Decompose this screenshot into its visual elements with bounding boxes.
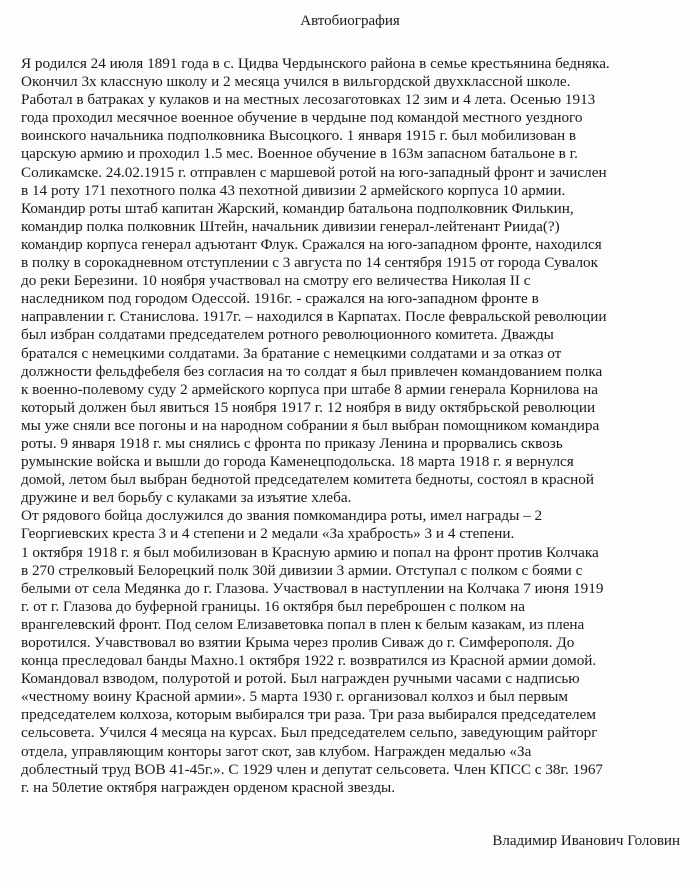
text-line: в полку в сорокадневном отступлении с 3 августа по 14 сентября 1915 от города Сувалок — [21, 254, 599, 272]
text-line: командир корпуса генерал адъютант Флук. Сражался на юго-западном фронте, находился — [21, 235, 602, 253]
text-line: врангелевский фронт. Под селом Елизаветовка попал в плен к белым казакам, из плена — [21, 615, 585, 633]
text-line: был избран солдатами председателем ротного революционного комитета. Дважды — [21, 326, 554, 344]
text-line: Соликамске. 24.02.1915 г. отправлен с маршевой ротой на юго-западный фронт и зачислен — [21, 163, 607, 181]
text-line: царскую армию и проходил 1.5 мес. Военное обучение в 163м запасном батальоне в г. — [21, 145, 578, 163]
text-line: воротился. Учавствовал во взятии Крыма через пролив Сиваж до г. Симферополя. До — [21, 634, 575, 651]
text-line: братался с немецкими солдатами. За братание с немецкими солдатами и за отказ от — [21, 344, 562, 362]
signature: Владимир Иванович Головин — [492, 833, 680, 849]
text-line: в 14 роту 171 пехотного полка 43 пехотной дивизии 2 армейского корпуса 10 армии. — [21, 181, 566, 199]
text-line: г. на 50летие октября награжден орденом красной звезды. — [21, 778, 396, 796]
text-line: «честному воину Красной армии». 5 марта 1930 г. организовал колхоз и был первым — [21, 688, 568, 706]
document-title: Автобиография — [300, 13, 400, 29]
text-line: Окончил 3х классную школу и 2 месяца учился в вильгордской двухклассной школе. — [21, 73, 571, 91]
text-line: к военно-полевому суду 2 армейского корпуса при штабе 8 армии генерала Корнилова на — [21, 380, 599, 398]
text-line: 1 октября 1918 г. я был мобилизован в Красную армию и попал на фронт против Колчака — [21, 543, 599, 561]
text-line: направлении г. Станислова. 1917г. – находился в Карпатах. После февральской революции — [21, 308, 607, 326]
text-line: Георгиевских креста 3 и 4 степени и 2 медали «За храбрость» 3 и 4 степени. — [21, 525, 515, 543]
text-line: наследником под городом Одессой. 1916г. - сражался на юго-западном фронте в — [21, 290, 539, 308]
text-line: Командир роты штаб капитан Жарский, командир батальона подполковник Филькин, — [21, 199, 574, 217]
text-line: румынские войска и вышли до города Каменецподольска. 18 марта 1918 г. я вернулся — [21, 453, 574, 471]
text-line: сельсовета. Учился 4 месяца на курсах. Был председателем сельпо, заведующим райторг — [21, 724, 598, 742]
text-line: должности фельдфебеля без согласия на то солдат я был привлечен командованием полка — [21, 362, 603, 380]
text-line: отдела, управляющим конторы загот скот, зав клубом. Награжден медалью «За — [21, 742, 532, 760]
text-line: Командовал взводом, полуротой и ротой. Был награжден ручными часами с надписью — [21, 670, 580, 688]
text-line: г. от г. Глазова до буферной границы. 16 октября был переброшен с полком на — [21, 597, 525, 615]
text-line: Я родился 24 июля 1891 года в с. Цидва Чердынского района в семье крестьянина бедняка. — [21, 55, 610, 72]
text-line: конца преследовал банды Махно.1 октября 1922 г. возвратился из Красной армии домой. — [21, 652, 597, 670]
text-line: доблестный труд ВОВ 41-45г.». С 1929 член и депутат сельсовета. Член КПСС с 38г. 1967 — [21, 760, 604, 778]
text-line: командир полка полковник Штейн, начальник дивизии генерал-лейтенант Риида(?) — [21, 217, 560, 235]
text-line: роты. 9 января 1918 г. мы снялись с фронта по приказу Ленина и прорвались сквозь — [21, 434, 563, 452]
text-line: председателем колхоза, которым выбирался три раза. Три раза выбирался председателем — [21, 706, 596, 724]
text-line: домой, летом был выбран беднотой председателем комитета бедноты, состоял в красной — [21, 471, 594, 489]
text-line: который должен был явиться 15 ноября 1917 г. 12 ноября в виду октябрьской революции — [21, 398, 596, 416]
text-line: дружине и вел борьбу с кулаками за изъятие хлеба. — [21, 489, 352, 507]
text-line: до реки Березини. 10 ноября участвовал на смотру его величества Николая II с — [21, 272, 531, 290]
text-line: От рядового бойца дослужился до звания помкомандира роты, имел награды – 2 — [21, 507, 543, 525]
document-body — [21, 55, 691, 797]
text-line: Работал в батраках у кулаков и на местных лесозаготовках 12 зим и 4 лета. Осенью 1913 — [21, 91, 596, 109]
text-line: белыми от села Медянка до г. Глазова. Участвовал в наступлении на Колчака 7 июня 1919 — [21, 579, 604, 597]
text-line: года проходил месячное военное обучение в чердыне под командой местного уездного — [21, 109, 583, 127]
text-line: в 270 стрелковый Белорецкий полк 30й дивизии 3 армии. Отступал с полком с боями с — [21, 561, 583, 579]
text-line: воинского начальника подполковника Высоцкого. 1 января 1915 г. был мобилизован в — [21, 127, 577, 145]
text-line: мы уже сняли все погоны и на народном собрании я был выбран помощником командира — [21, 416, 600, 434]
